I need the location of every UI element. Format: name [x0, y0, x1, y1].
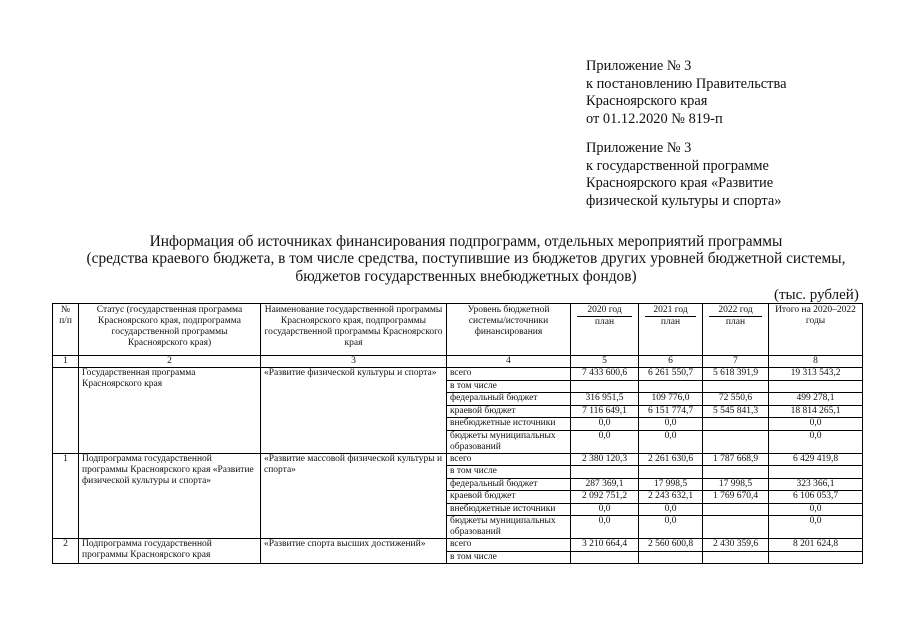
value-total-cell: 323 366,1	[769, 478, 863, 491]
value-total-cell	[769, 466, 863, 479]
table-body	[53, 368, 863, 564]
group-status-cell: Подпрограмма государственной программы Красноярского края «Развитие физической культуры и спорта»	[79, 453, 261, 539]
column-number-cell: 5	[571, 356, 639, 368]
header-year: 2020 год	[577, 305, 632, 317]
table-header-row	[53, 304, 863, 356]
value-2020-cell: 7 433 600,6	[571, 368, 639, 381]
header-plan: план	[725, 317, 746, 327]
value-2021-cell: 0,0	[639, 418, 703, 431]
group-num-cell	[53, 368, 79, 454]
value-2021-cell: 0,0	[639, 430, 703, 453]
column-number-row	[53, 356, 863, 368]
value-2020-cell	[571, 551, 639, 564]
value-2020-cell: 7 116 649,1	[571, 405, 639, 418]
header-plan: план	[660, 317, 681, 327]
value-2022-cell: 1 769 670,4	[703, 491, 769, 504]
column-number-cell: 4	[447, 356, 571, 368]
header-2021	[639, 304, 703, 356]
value-2021-cell: 2 560 600,8	[639, 539, 703, 552]
group-num-cell: 2	[53, 539, 79, 564]
value-2022-cell: 17 998,5	[703, 478, 769, 491]
value-2020-cell: 0,0	[571, 418, 639, 431]
title-line: бюджетов государственных внебюджетных фондов)	[295, 267, 637, 285]
value-2022-cell: 5 618 391,9	[703, 368, 769, 381]
value-2022-cell	[703, 466, 769, 479]
header-level: Уровень бюджетной системы/источники финансирования	[447, 304, 571, 356]
value-total-cell	[769, 551, 863, 564]
value-2020-cell: 0,0	[571, 503, 639, 516]
group-status-cell: Государственная программа Красноярского края	[79, 368, 261, 454]
value-2020-cell: 0,0	[571, 516, 639, 539]
appendix-line: Красноярского края	[586, 93, 708, 110]
header-year: 2021 год	[645, 305, 696, 317]
value-2021-cell: 109 776,0	[639, 393, 703, 406]
value-2020-cell: 2 380 120,3	[571, 453, 639, 466]
value-total-cell: 0,0	[769, 516, 863, 539]
value-2022-cell: 2 430 359,6	[703, 539, 769, 552]
level-cell: всего	[447, 368, 571, 381]
value-2021-cell	[639, 551, 703, 564]
level-cell: бюджеты муниципальных образований	[447, 430, 571, 453]
group-name-cell: «Развитие спорта высших достижений»	[261, 539, 447, 564]
unit-label: (тыс. рублей)	[774, 287, 859, 303]
value-2022-cell	[703, 551, 769, 564]
appendix-line: Приложение № 3	[586, 140, 692, 156]
value-total-cell: 0,0	[769, 418, 863, 431]
table-row	[53, 539, 863, 552]
table-row	[53, 453, 863, 466]
value-total-cell: 8 201 624,8	[769, 539, 863, 552]
title-line: Информация об источниках финансирования подпрограмм, отдельных мероприятий программы	[149, 233, 783, 250]
header-name: Наименование государственной программы Красноярского края, подпрограммы государственной программы Красноярского края	[261, 304, 447, 356]
value-total-cell: 0,0	[769, 430, 863, 453]
value-2020-cell: 316 951,5	[571, 393, 639, 406]
level-cell: всего	[447, 539, 571, 552]
level-cell: внебюджетные источники	[447, 418, 571, 431]
value-2020-cell: 2 092 751,2	[571, 491, 639, 504]
value-total-cell: 19 313 543,2	[769, 368, 863, 381]
header-status: Статус (государственная программа Красноярского края, подпрограмма государственной программы Красноярского края)	[79, 304, 261, 356]
group-name-cell: «Развитие массовой физической культуры и спорта»	[261, 453, 447, 539]
value-total-cell	[769, 380, 863, 393]
header-2020	[571, 304, 639, 356]
header-total: Итого на 2020–2022 годы	[769, 304, 863, 356]
group-name-cell: «Развитие физической культуры и спорта»	[261, 368, 447, 454]
value-2022-cell	[703, 418, 769, 431]
value-2020-cell: 0,0	[571, 430, 639, 453]
header-plan: план	[594, 317, 615, 327]
value-2020-cell: 3 210 664,4	[571, 539, 639, 552]
level-cell: внебюджетные источники	[447, 503, 571, 516]
column-number-cell: 1	[53, 356, 79, 368]
financing-table	[52, 303, 863, 564]
appendix-resolution	[586, 58, 786, 128]
group-status-cell: Подпрограмма государственной программы Красноярского края	[79, 539, 261, 564]
level-cell: всего	[447, 453, 571, 466]
value-2022-cell: 72 550,6	[703, 393, 769, 406]
value-2021-cell	[639, 380, 703, 393]
value-2022-cell	[703, 516, 769, 539]
value-2021-cell: 17 998,5	[639, 478, 703, 491]
value-2020-cell	[571, 466, 639, 479]
column-number-cell: 2	[79, 356, 261, 368]
appendix-line: от 01.12.2020 № 819-п	[586, 110, 723, 127]
value-2020-cell: 287 369,1	[571, 478, 639, 491]
value-2022-cell	[703, 503, 769, 516]
value-2020-cell	[571, 380, 639, 393]
value-total-cell: 18 814 265,1	[769, 405, 863, 418]
value-total-cell: 6 429 419,8	[769, 453, 863, 466]
header-2022	[703, 304, 769, 356]
value-2021-cell	[639, 466, 703, 479]
level-cell: в том числе	[447, 466, 571, 479]
column-number-cell: 6	[639, 356, 703, 368]
value-2021-cell: 0,0	[639, 503, 703, 516]
table-row	[53, 368, 863, 381]
value-2021-cell: 2 243 632,1	[639, 491, 703, 504]
level-cell: краевой бюджет	[447, 405, 571, 418]
value-total-cell: 0,0	[769, 503, 863, 516]
level-cell: бюджеты муниципальных образований	[447, 516, 571, 539]
value-total-cell: 499 278,1	[769, 393, 863, 406]
value-2021-cell: 6 261 550,7	[639, 368, 703, 381]
column-number-cell: 3	[261, 356, 447, 368]
level-cell: краевой бюджет	[447, 491, 571, 504]
level-cell: федеральный бюджет	[447, 393, 571, 406]
value-2021-cell: 2 261 630,6	[639, 453, 703, 466]
appendix-line: Красноярского края «Развитие	[586, 175, 774, 192]
header-num: № п/п	[53, 304, 79, 356]
column-number-cell: 7	[703, 356, 769, 368]
value-2022-cell	[703, 380, 769, 393]
appendix-program	[586, 140, 781, 210]
value-2021-cell: 6 151 774,7	[639, 405, 703, 418]
level-cell: федеральный бюджет	[447, 478, 571, 491]
value-2022-cell: 1 787 668,9	[703, 453, 769, 466]
appendix-line: к постановлению Правительства	[586, 75, 787, 92]
title-line: (средства краевого бюджета, в том числе средства, поступившие из бюджетов других уровней бюджетной системы,	[86, 250, 846, 268]
group-num-cell: 1	[53, 453, 79, 539]
value-total-cell: 6 106 053,7	[769, 491, 863, 504]
appendix-line: к государственной программе	[586, 157, 769, 174]
appendix-line: Приложение № 3	[586, 58, 692, 74]
appendix-line: физической культуры и спорта»	[586, 192, 782, 209]
column-number-cell: 8	[769, 356, 863, 368]
level-cell: в том числе	[447, 380, 571, 393]
value-2022-cell: 5 545 841,3	[703, 405, 769, 418]
value-2022-cell	[703, 430, 769, 453]
header-year: 2022 год	[709, 305, 762, 317]
document-title	[40, 233, 892, 285]
value-2021-cell: 0,0	[639, 516, 703, 539]
level-cell: в том числе	[447, 551, 571, 564]
